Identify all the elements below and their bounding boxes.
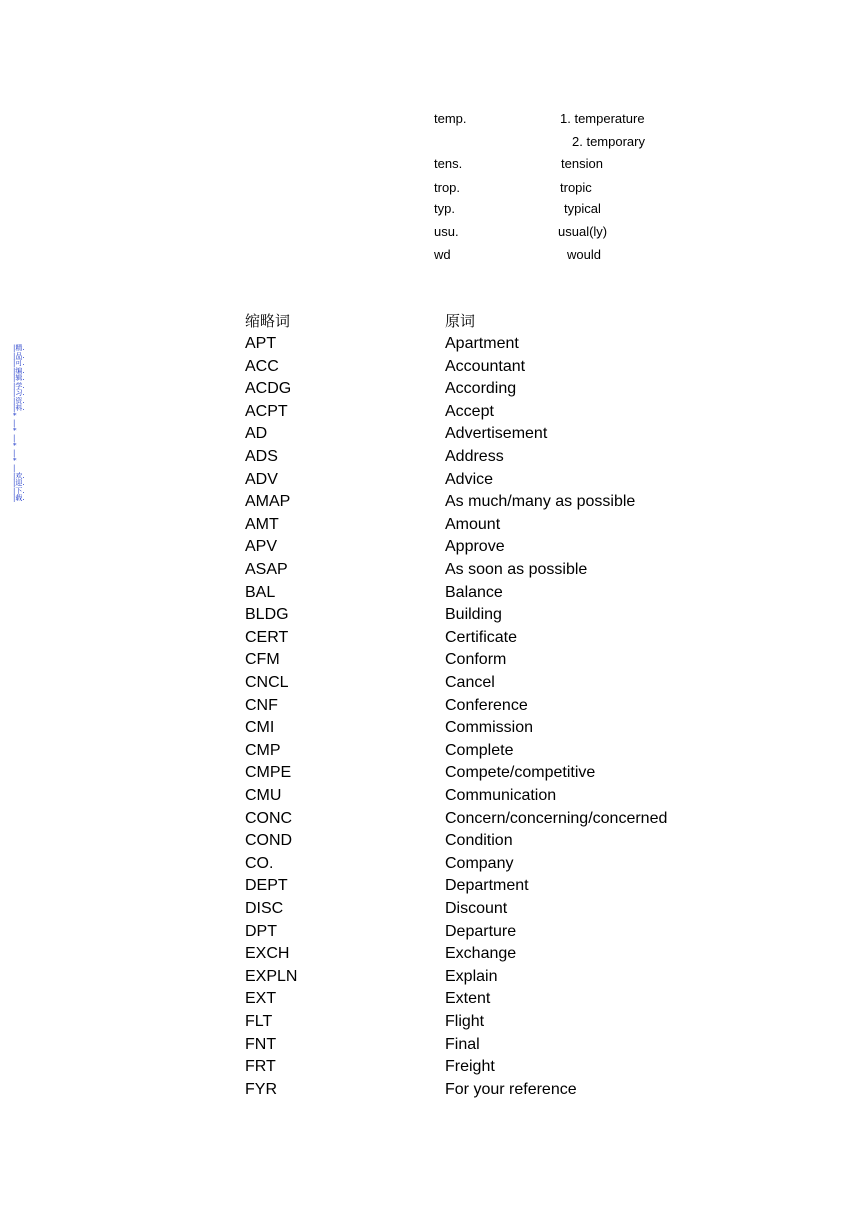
abbreviation-ads: ADS bbox=[245, 448, 278, 465]
watermark-line: | bbox=[13, 434, 16, 442]
abbreviation-bldg: BLDG bbox=[245, 606, 289, 624]
abbreviation-dept: DEPT bbox=[245, 877, 288, 895]
top-full-typical: typical bbox=[564, 201, 601, 216]
abbreviation-fnt: FNT bbox=[245, 1035, 277, 1053]
abbreviation-flt: FLT bbox=[245, 1013, 273, 1030]
abbreviation-cncl: CNCL bbox=[245, 674, 289, 691]
original-word-cfm: Conform bbox=[445, 651, 507, 669]
original-word-fyr: For your reference bbox=[445, 1080, 577, 1098]
top-full-temperature: 1. temperature bbox=[560, 111, 645, 126]
original-word-apt: Apartment bbox=[445, 335, 519, 352]
abbreviation-adv: ADV bbox=[245, 470, 278, 488]
abbreviation-ext: EXT bbox=[245, 990, 277, 1008]
watermark-line: |可. bbox=[13, 359, 25, 367]
abbreviation-expln: EXPLN bbox=[245, 967, 298, 985]
original-word-cncl: Cancel bbox=[445, 674, 495, 691]
original-word-cmpe: Compete/competitive bbox=[445, 764, 596, 782]
original-word-amt: Amount bbox=[445, 515, 501, 533]
abbreviation-conc: CONC bbox=[245, 809, 293, 827]
watermark-line: |编. bbox=[13, 366, 25, 375]
abbreviation-dpt: DPT bbox=[245, 922, 277, 940]
watermark-line: |精. bbox=[13, 344, 25, 352]
abbreviation-frt: FRT bbox=[245, 1058, 276, 1076]
original-word-ext: Extent bbox=[445, 990, 491, 1008]
watermark-line: |学. bbox=[13, 381, 25, 390]
original-word-co: Company bbox=[445, 854, 514, 872]
watermark-line: |习. bbox=[13, 389, 25, 397]
abbreviation-disc: DISC bbox=[245, 900, 284, 917]
top-full-temporary: 2. temporary bbox=[572, 134, 645, 149]
abbreviation-apv: APV bbox=[245, 538, 278, 556]
abbreviation-amap: AMAP bbox=[245, 493, 291, 511]
abbreviation-acc: ACC bbox=[245, 357, 279, 375]
side-watermark bbox=[13, 345, 27, 503]
watermark-line: |欢. bbox=[13, 471, 25, 480]
watermark-line: |载. bbox=[13, 494, 25, 502]
top-full-would: would bbox=[567, 247, 601, 262]
original-word-amap: As much/many as possible bbox=[445, 493, 636, 511]
top-abbr-usu: usu. bbox=[434, 224, 459, 239]
original-word-acc: Accountant bbox=[445, 357, 526, 375]
top-full-tropic: tropic bbox=[560, 180, 592, 195]
abbreviation-apt: APT bbox=[245, 335, 277, 352]
original-word-apv: Approve bbox=[445, 538, 505, 556]
watermark-line: * bbox=[13, 426, 17, 435]
original-word-cmp: Complete bbox=[445, 741, 514, 759]
original-word-conc: Concern/concerning/concerned bbox=[445, 809, 668, 827]
original-word-exch: Exchange bbox=[445, 945, 517, 963]
original-word-frt: Freight bbox=[445, 1058, 495, 1076]
top-abbr-trop: trop. bbox=[434, 180, 461, 195]
watermark-line: * bbox=[13, 411, 17, 420]
watermark-line: |辑. bbox=[13, 374, 25, 382]
top-abbr-typ: typ. bbox=[434, 201, 455, 216]
watermark-line: |料. bbox=[13, 404, 25, 412]
watermark-line: |品. bbox=[13, 351, 25, 360]
original-word-cert: Certificate bbox=[445, 628, 518, 646]
original-word-ad: Advertisement bbox=[445, 425, 548, 443]
watermark-line: | bbox=[13, 419, 16, 427]
abbreviation-cond: COND bbox=[245, 832, 293, 850]
abbreviation-co: CO. bbox=[245, 854, 274, 872]
original-word-ads: Address bbox=[445, 448, 504, 465]
abbreviation-fyr: FYR bbox=[245, 1080, 277, 1098]
original-word-flt: Flight bbox=[445, 1013, 485, 1030]
watermark-line: * bbox=[13, 456, 17, 465]
abbreviation-cert: CERT bbox=[245, 628, 289, 646]
abbreviation-cnf: CNF bbox=[245, 696, 278, 714]
original-word-adv: Advice bbox=[445, 470, 494, 488]
original-word-dept: Department bbox=[445, 877, 529, 895]
original-word-disc: Discount bbox=[445, 900, 508, 917]
watermark-line: |资. bbox=[13, 396, 25, 405]
watermark-line: |迎. bbox=[13, 479, 25, 487]
abbreviation-asap: ASAP bbox=[245, 561, 288, 578]
original-word-cmu: Communication bbox=[445, 787, 557, 804]
top-full-usually: usual(ly) bbox=[558, 224, 608, 239]
abbreviation-bal: BAL bbox=[245, 583, 276, 601]
abbreviation-acdg: ACDG bbox=[245, 380, 292, 398]
top-abbreviation-table bbox=[0, 0, 860, 280]
original-word-bal: Balance bbox=[445, 583, 503, 601]
top-abbr-temp: temp. bbox=[434, 111, 467, 126]
original-word-cmi: Commission bbox=[445, 719, 534, 737]
abbreviation-ad: AD bbox=[245, 425, 268, 443]
original-word-cond: Condition bbox=[445, 832, 513, 850]
original-word-dpt: Departure bbox=[445, 922, 517, 940]
watermark-line: * bbox=[13, 441, 17, 450]
original-word-cnf: Conference bbox=[445, 696, 528, 714]
original-word-fnt: Final bbox=[445, 1035, 480, 1053]
watermark-line: | bbox=[13, 464, 16, 472]
abbreviation-cmu: CMU bbox=[245, 787, 282, 804]
original-word-acpt: Accept bbox=[445, 402, 494, 420]
top-abbr-tens: tens. bbox=[434, 156, 463, 171]
abbreviation-exch: EXCH bbox=[245, 945, 290, 963]
abbreviation-amt: AMT bbox=[245, 515, 279, 533]
original-word-expln: Explain bbox=[445, 967, 498, 985]
abbreviation-cmpe: CMPE bbox=[245, 764, 292, 782]
original-word-asap: As soon as possible bbox=[445, 561, 588, 578]
abbreviation-cmi: CMI bbox=[245, 719, 275, 737]
header-original-word: 原词 bbox=[445, 312, 476, 330]
original-word-bldg: Building bbox=[445, 606, 502, 624]
top-abbr-wd: wd bbox=[434, 247, 451, 262]
original-word-acdg: According bbox=[445, 380, 517, 398]
top-full-tension: tension bbox=[561, 156, 603, 171]
watermark-line: |下. bbox=[13, 486, 25, 495]
watermark-line: | bbox=[13, 449, 16, 457]
abbreviation-cfm: CFM bbox=[245, 651, 280, 669]
abbreviation-cmp: CMP bbox=[245, 741, 281, 759]
header-abbreviation: 缩略词 bbox=[245, 312, 291, 330]
abbreviation-acpt: ACPT bbox=[245, 402, 288, 420]
